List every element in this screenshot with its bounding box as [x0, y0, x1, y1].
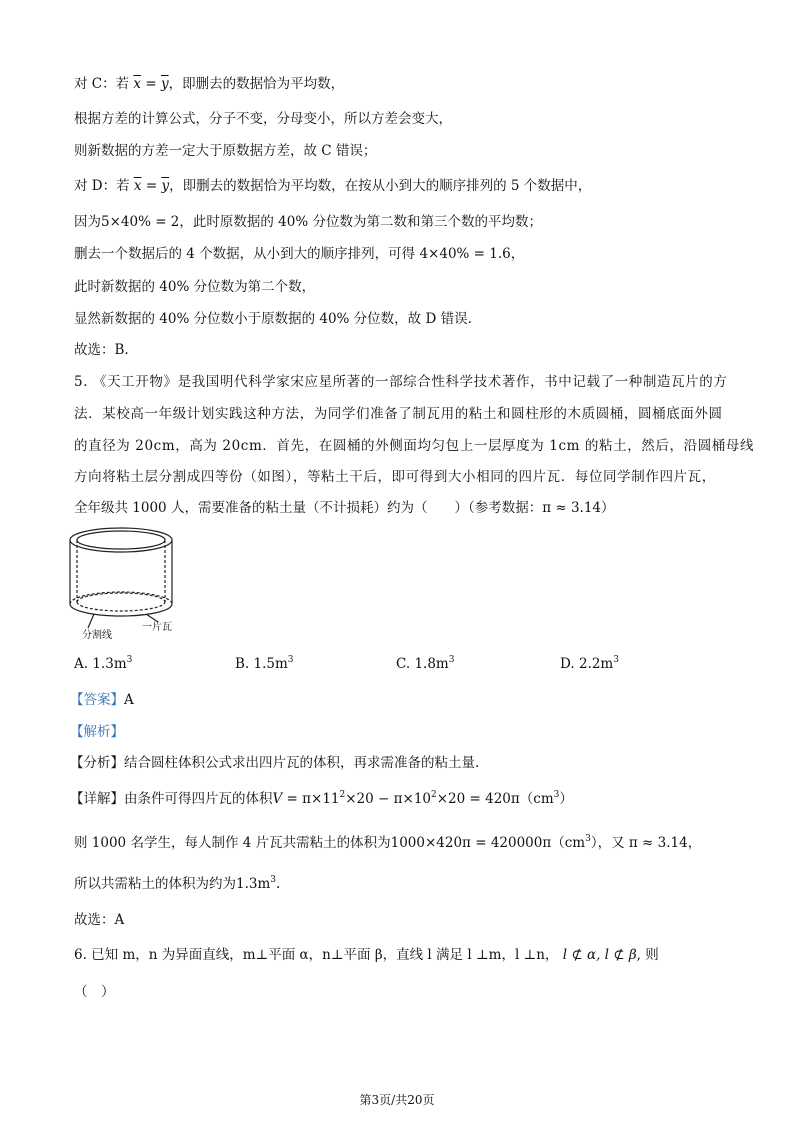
question-5-line: 法．某校高一年级计划实践这种方法，为同学们准备了制瓦用的粘土和圆柱形的木质圆桶，圆桶底面外圆 [74, 406, 723, 422]
total-volume-line [74, 833, 701, 853]
inner-top-ellipse [77, 531, 165, 549]
exponent: 3 [287, 655, 294, 665]
analysis-sub-tag: 【分析】 [70, 755, 124, 771]
mean-y-symbol: $\overline{y}$ [161, 178, 170, 194]
option-value: 1.5m [253, 656, 288, 672]
text-fragment: 则 1000 名学生，每人制作 4 片瓦共需粘土的体积为 [74, 835, 391, 851]
option-value: 1.8m [414, 656, 449, 672]
analysis-tag: 【解析】 [70, 724, 124, 740]
formula-part: ） [559, 791, 573, 807]
answer-tag: 【答案】 [70, 692, 124, 708]
option-value: 2.2m [578, 656, 614, 672]
result-value: 1.3m [236, 876, 271, 892]
detail-text: 由条件可得四片瓦的体积 [124, 791, 273, 807]
detail-tag: 【详解】 [70, 791, 124, 807]
answer-text: A [124, 692, 134, 708]
volume-symbol: V [272, 791, 283, 807]
option-b [235, 654, 294, 674]
split-line-label: 分割线 [82, 630, 112, 641]
text-line: 显然新数据的 40% 分位数小于原数据的 40% 分位数，故 D 错误. [74, 311, 472, 327]
result-line [74, 874, 280, 894]
text-line [74, 74, 344, 94]
text-fragment: 6. 已知 m，n 为异面直线，m⊥平面 α，n⊥平面 β，直线 l 满足 l ⊥m，l ⊥n， [74, 947, 559, 963]
exponent: 2 [431, 790, 437, 800]
exponent: 2 [339, 790, 346, 800]
text-fragment: . [276, 876, 281, 892]
inner-back-dashed [77, 593, 165, 602]
option-letter: D. [560, 656, 575, 672]
text-line: 删去一个数据后的 4 个数据，从小到大的顺序排列，可得 4×40% = 1.6， [74, 246, 525, 262]
exponent: 3 [126, 655, 133, 665]
text-line: 根据方差的计算公式，分子不变，分母变小，所以方差会变大， [74, 111, 452, 127]
exponent: 3 [613, 655, 619, 665]
analysis-heading [70, 722, 124, 742]
text-fragment: 对 D：若 [74, 178, 134, 194]
text-fragment: ，即删去的数据恰为平均数，在按从小到大的顺序排列的 5 个数据中， [169, 178, 592, 194]
analysis-line [70, 753, 479, 773]
text-fragment: 所以共需粘土的体积为约为 [74, 876, 236, 892]
formula-part: 1000×420π = 420000π（cm [390, 835, 586, 851]
text-line: 则新数据的方差一定大于原数据方差，故 C 错误； [74, 143, 377, 159]
exponent: 3 [585, 834, 591, 844]
text-fragment: = [141, 76, 161, 92]
outer-bottom-arc [70, 604, 172, 616]
mean-x-symbol: $\overline{x}$ [133, 76, 142, 92]
detail-line [70, 789, 573, 809]
formula-part: ×20 = 420π（cm [436, 791, 554, 807]
inner-bottom-dashed [77, 602, 165, 611]
option-letter: C. [396, 656, 411, 672]
question-5-line: 的直径为 20cm，高为 20cm．首先，在圆桶的外侧面均匀包上一层厚度为 1cm 的粘土，然后，沿圆桶母线 [74, 438, 755, 454]
exponent: 3 [553, 790, 560, 800]
option-letter: A. [74, 656, 89, 672]
mean-y-symbol: $\overline{y}$ [160, 76, 169, 92]
tile-label: 一片瓦 [142, 622, 172, 633]
option-letter: B. [235, 656, 250, 672]
text-line: 故选：B. [74, 342, 129, 358]
outer-back-dashed [70, 592, 172, 604]
question-5-line: 方向将粘土层分割成四等份（如图），等粘土干后，即可得到大小相同的四片瓦．每位同学制作四片瓦， [74, 469, 716, 485]
option-a [74, 654, 132, 674]
cylinder-figure [66, 522, 186, 644]
mean-x-symbol: $\overline{x}$ [133, 178, 142, 194]
question-6-bracket: （ ） [74, 984, 115, 1000]
page-footer: 第3页/共20页 [359, 1093, 435, 1107]
formula-part: = π×11 [282, 791, 340, 807]
option-value: 1.3m [92, 656, 127, 672]
exponent: 3 [448, 655, 455, 665]
option-d [560, 654, 619, 674]
question-5-line: 5. 《天工开物》是我国明代科学家宋应星所著的一部综合性科学技术著作，书中记载了一种制造瓦片的方 [74, 374, 728, 390]
text-fragment: ），又 π ≈ 3.14， [590, 835, 702, 851]
text-fragment: , 则 [636, 947, 659, 963]
question-6-line [74, 945, 659, 965]
option-c [396, 654, 454, 674]
math-expression: l ⊄ α, l ⊄ β [562, 947, 637, 963]
text-fragment: 对 C：若 [74, 76, 134, 92]
text-line [74, 176, 591, 196]
exponent: 3 [270, 875, 277, 885]
text-line: 因为5×40% = 2，此时原数据的 40% 分位数为第二数和第三个数的平均数； [74, 214, 542, 230]
text-line: 此时新数据的 40% 分位数为第二个数， [74, 279, 316, 295]
text-fragment: = [141, 178, 162, 194]
answer-line [70, 690, 134, 710]
choice-line: 故选：A [74, 912, 125, 928]
formula-part: ×20 − π×10 [345, 791, 431, 807]
question-5-line: 全年级共 1000 人，需要准备的粘土量（不计损耗）约为（ ）（参考数据：π ≈ 3.14） [74, 500, 615, 516]
text-fragment: ，即删去的数据恰为平均数， [168, 76, 345, 92]
analysis-text: 结合圆柱体积公式求出四片瓦的体积，再求需准备的粘土量. [124, 755, 480, 771]
